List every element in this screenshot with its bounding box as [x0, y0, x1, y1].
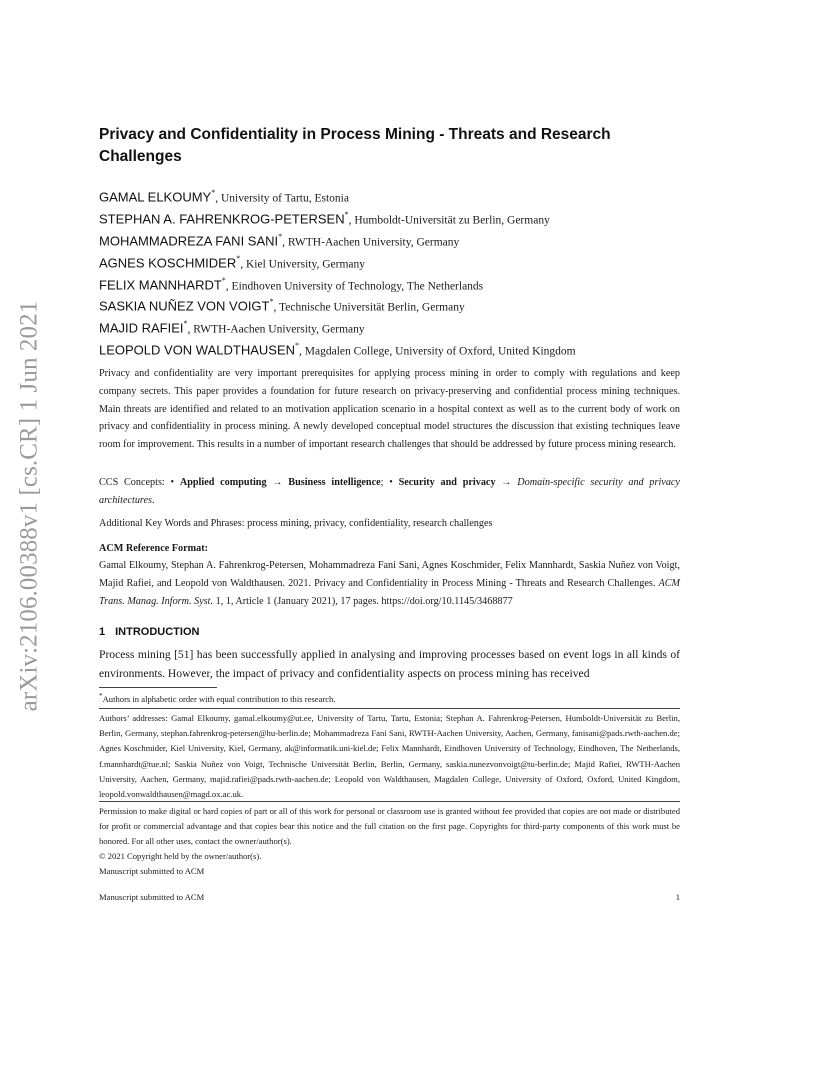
arxiv-watermark	[8, 268, 50, 743]
author-mark: *	[278, 231, 283, 241]
author-mark: *	[211, 188, 216, 197]
author-mark: *	[183, 319, 188, 329]
author-mark: *	[269, 297, 274, 307]
copyright-notice: © 2021 Copyright held by the owner/author(s).	[99, 851, 262, 861]
acm-reference	[99, 557, 680, 610]
paper-title: Privacy and Confidentiality in Process Mining - Threats and Research Challenges	[99, 126, 611, 165]
acm-reference-heading	[99, 540, 680, 558]
author-entry	[99, 249, 699, 271]
addresses-rule	[99, 708, 680, 709]
author-affiliation: , RWTH-Aachen University, Germany	[187, 323, 365, 336]
ccs-concepts	[99, 474, 680, 510]
acm-reference-journal: ACM Trans. Manag. Inform. Syst.	[99, 577, 680, 607]
author-name: FELIX MANNHARDT	[99, 276, 222, 292]
author-name: AGNES KOSCHMIDER	[99, 255, 237, 270]
acm-reference-text: Gamal Elkoumy, Stephan A. Fahrenkrog-Petersen, Mohammadreza Fani Sani, Agnes Koschmider, Felix Mannhardt, Saskia Nuñez von Voigt, Majid Rafiei, and Leopold von Waldthausen. 2021. Privacy and Confidentiality in Process Mining - Threats and Research Challenges.	[99, 560, 680, 589]
keywords: Additional Key Words and Phrases: process mining, privacy, confidentiality, research challenges	[99, 518, 493, 529]
author-name: SASKIA NUÑEZ VON VOIGT	[99, 298, 270, 314]
page-number: 1	[675, 892, 680, 902]
author-mark: *	[295, 341, 300, 351]
author-affiliation: , University of Tartu, Estonia	[215, 192, 349, 205]
author-affiliation: , Eindhoven University of Technology, The Netherlands	[225, 279, 484, 292]
author-entry	[99, 292, 699, 314]
author-entry	[99, 314, 699, 336]
author-name: LEOPOLD VON WALDTHAUSEN	[99, 342, 296, 358]
author-entry	[99, 227, 699, 249]
section-number: 1	[99, 626, 106, 638]
author-list	[99, 183, 699, 358]
author-affiliation: , Humboldt-Universität zu Berlin, Germany	[348, 214, 550, 227]
ccs-item: Security and privacy	[398, 477, 496, 488]
author-name: MAJID RAFIEI	[99, 320, 184, 336]
author-affiliation: , Technische Universität Berlin, Germany	[273, 301, 465, 314]
author-entry	[99, 205, 699, 227]
permission-notice: Permission to make digital or hard copies of part or all of this work for personal or classroom use is granted without fee provided that copies are not made or distributed for profit or commercial advantage and that copies bear this notice and the full citation on the first page. Copyrights for third-party components of this work must be honored. For all other uses, contact the owner/author(s).	[99, 806, 680, 847]
author-entry	[99, 271, 699, 293]
footnote	[99, 689, 680, 707]
ccs-separator: ;	[380, 477, 390, 488]
section-title: INTRODUCTION	[115, 626, 200, 638]
footnote-text: Authors in alphabetic order with equal contribution to this research.	[102, 693, 336, 704]
abstract: Privacy and confidentiality are very important prerequisites for applying process mining in order to comply with regulations and keep company secrets. This paper provides a foundation for future research on privacy-preserving and confidential process mining techniques. Main threats are identified and related to an motivation application scenario in a hospital context as well as to the current body of work on privacy and confidentiality in process mining. A newly developed conceptual model structures the discussion that existing techniques leave room for improvement. This results in a number of important research challenges that should be addressed by future process mining research.	[99, 368, 680, 451]
arxiv-identifier: arXiv:2106.00388v1 [cs.CR] 1 Jun 2021	[15, 300, 42, 711]
ccs-arrow: →	[495, 477, 518, 488]
section-heading	[99, 624, 199, 640]
author-addresses: Authors’ addresses: Gamal Elkoumy, gamal.elkoumy@ut.ee, University of Tartu, Tartu, Estonia; Stephan A. Fahrenkrog-Petersen, Humboldt-Universität zu Berlin, Berlin, Germany, stephan.fahrenkrog-petersen@hu-berlin.de; Mohammadreza Fani Sani, RWTH-Aachen University, Aachen, Germany, fanisani@pads.rwth-aachen.de; Agnes Koschmider, Kiel University, Kiel, Germany, ak@informatik.uni-kiel.de; Felix Mannhardt, Eindhoven University of Technology, Eindhoven, The Netherlands, f.mannhardt@tue.nl; Saskia Nuñez von Voigt, Technische Universität Berlin, Berlin, Germany, saskia.nunezvonvoigt@tu-berlin.de; Majid Rafiei, RWTH-Aachen University, Aachen, Germany, majid.rafiei@pads.rwth-aachen.de; Leopold von Waldthausen, Magdalen College, University of Oxford, Oxford, United Kingdom, leopold.vonwaldthausen@magd.ox.ac.uk.	[99, 713, 680, 800]
footnote-rule	[99, 687, 217, 688]
author-name: GAMAL ELKOUMY	[99, 189, 212, 205]
author-affiliation: , Kiel University, Germany	[240, 258, 366, 270]
acm-reference-details: 1, 1, Article 1 (January 2021), 17 pages. https://doi.org/10.1145/3468877	[213, 595, 513, 607]
author-affiliation: , Magdalen College, University of Oxford, United Kingdom	[299, 345, 576, 358]
author-mark: *	[221, 275, 226, 285]
footer-label: Manuscript submitted to ACM	[99, 892, 205, 902]
intro-paragraph: Process mining [51] has been successfully applied in analysing and improving processes based on event logs in all kinds of environments. However, the impact of privacy and confidentiality aspects on process mining has received	[99, 648, 680, 680]
ccs-label: CCS Concepts:	[99, 477, 171, 488]
author-name: STEPHAN A. FAHRENKROG-PETERSEN	[99, 211, 345, 227]
ccs-bullet: •	[170, 477, 180, 488]
author-affiliation: , RWTH-Aachen University, Germany	[282, 236, 460, 249]
ccs-subitem: Domain-specific security and privacy architectures	[99, 477, 680, 506]
acm-reference-heading-text: ACM Reference Format:	[99, 543, 208, 554]
manuscript-note: Manuscript submitted to ACM	[99, 866, 205, 876]
ccs-item: Applied computing → Business intelligence	[179, 477, 381, 488]
author-entry	[99, 183, 699, 205]
author-mark: *	[344, 209, 349, 219]
ccs-end: .	[152, 494, 155, 506]
permission-rule	[99, 801, 680, 802]
page-footer	[99, 891, 680, 904]
author-mark: *	[236, 253, 241, 263]
author-name: MOHAMMADREZA FANI SANI	[99, 233, 279, 249]
ccs-bullet: •	[389, 477, 399, 488]
author-entry	[99, 336, 699, 358]
footnote-mark: *	[99, 692, 103, 700]
